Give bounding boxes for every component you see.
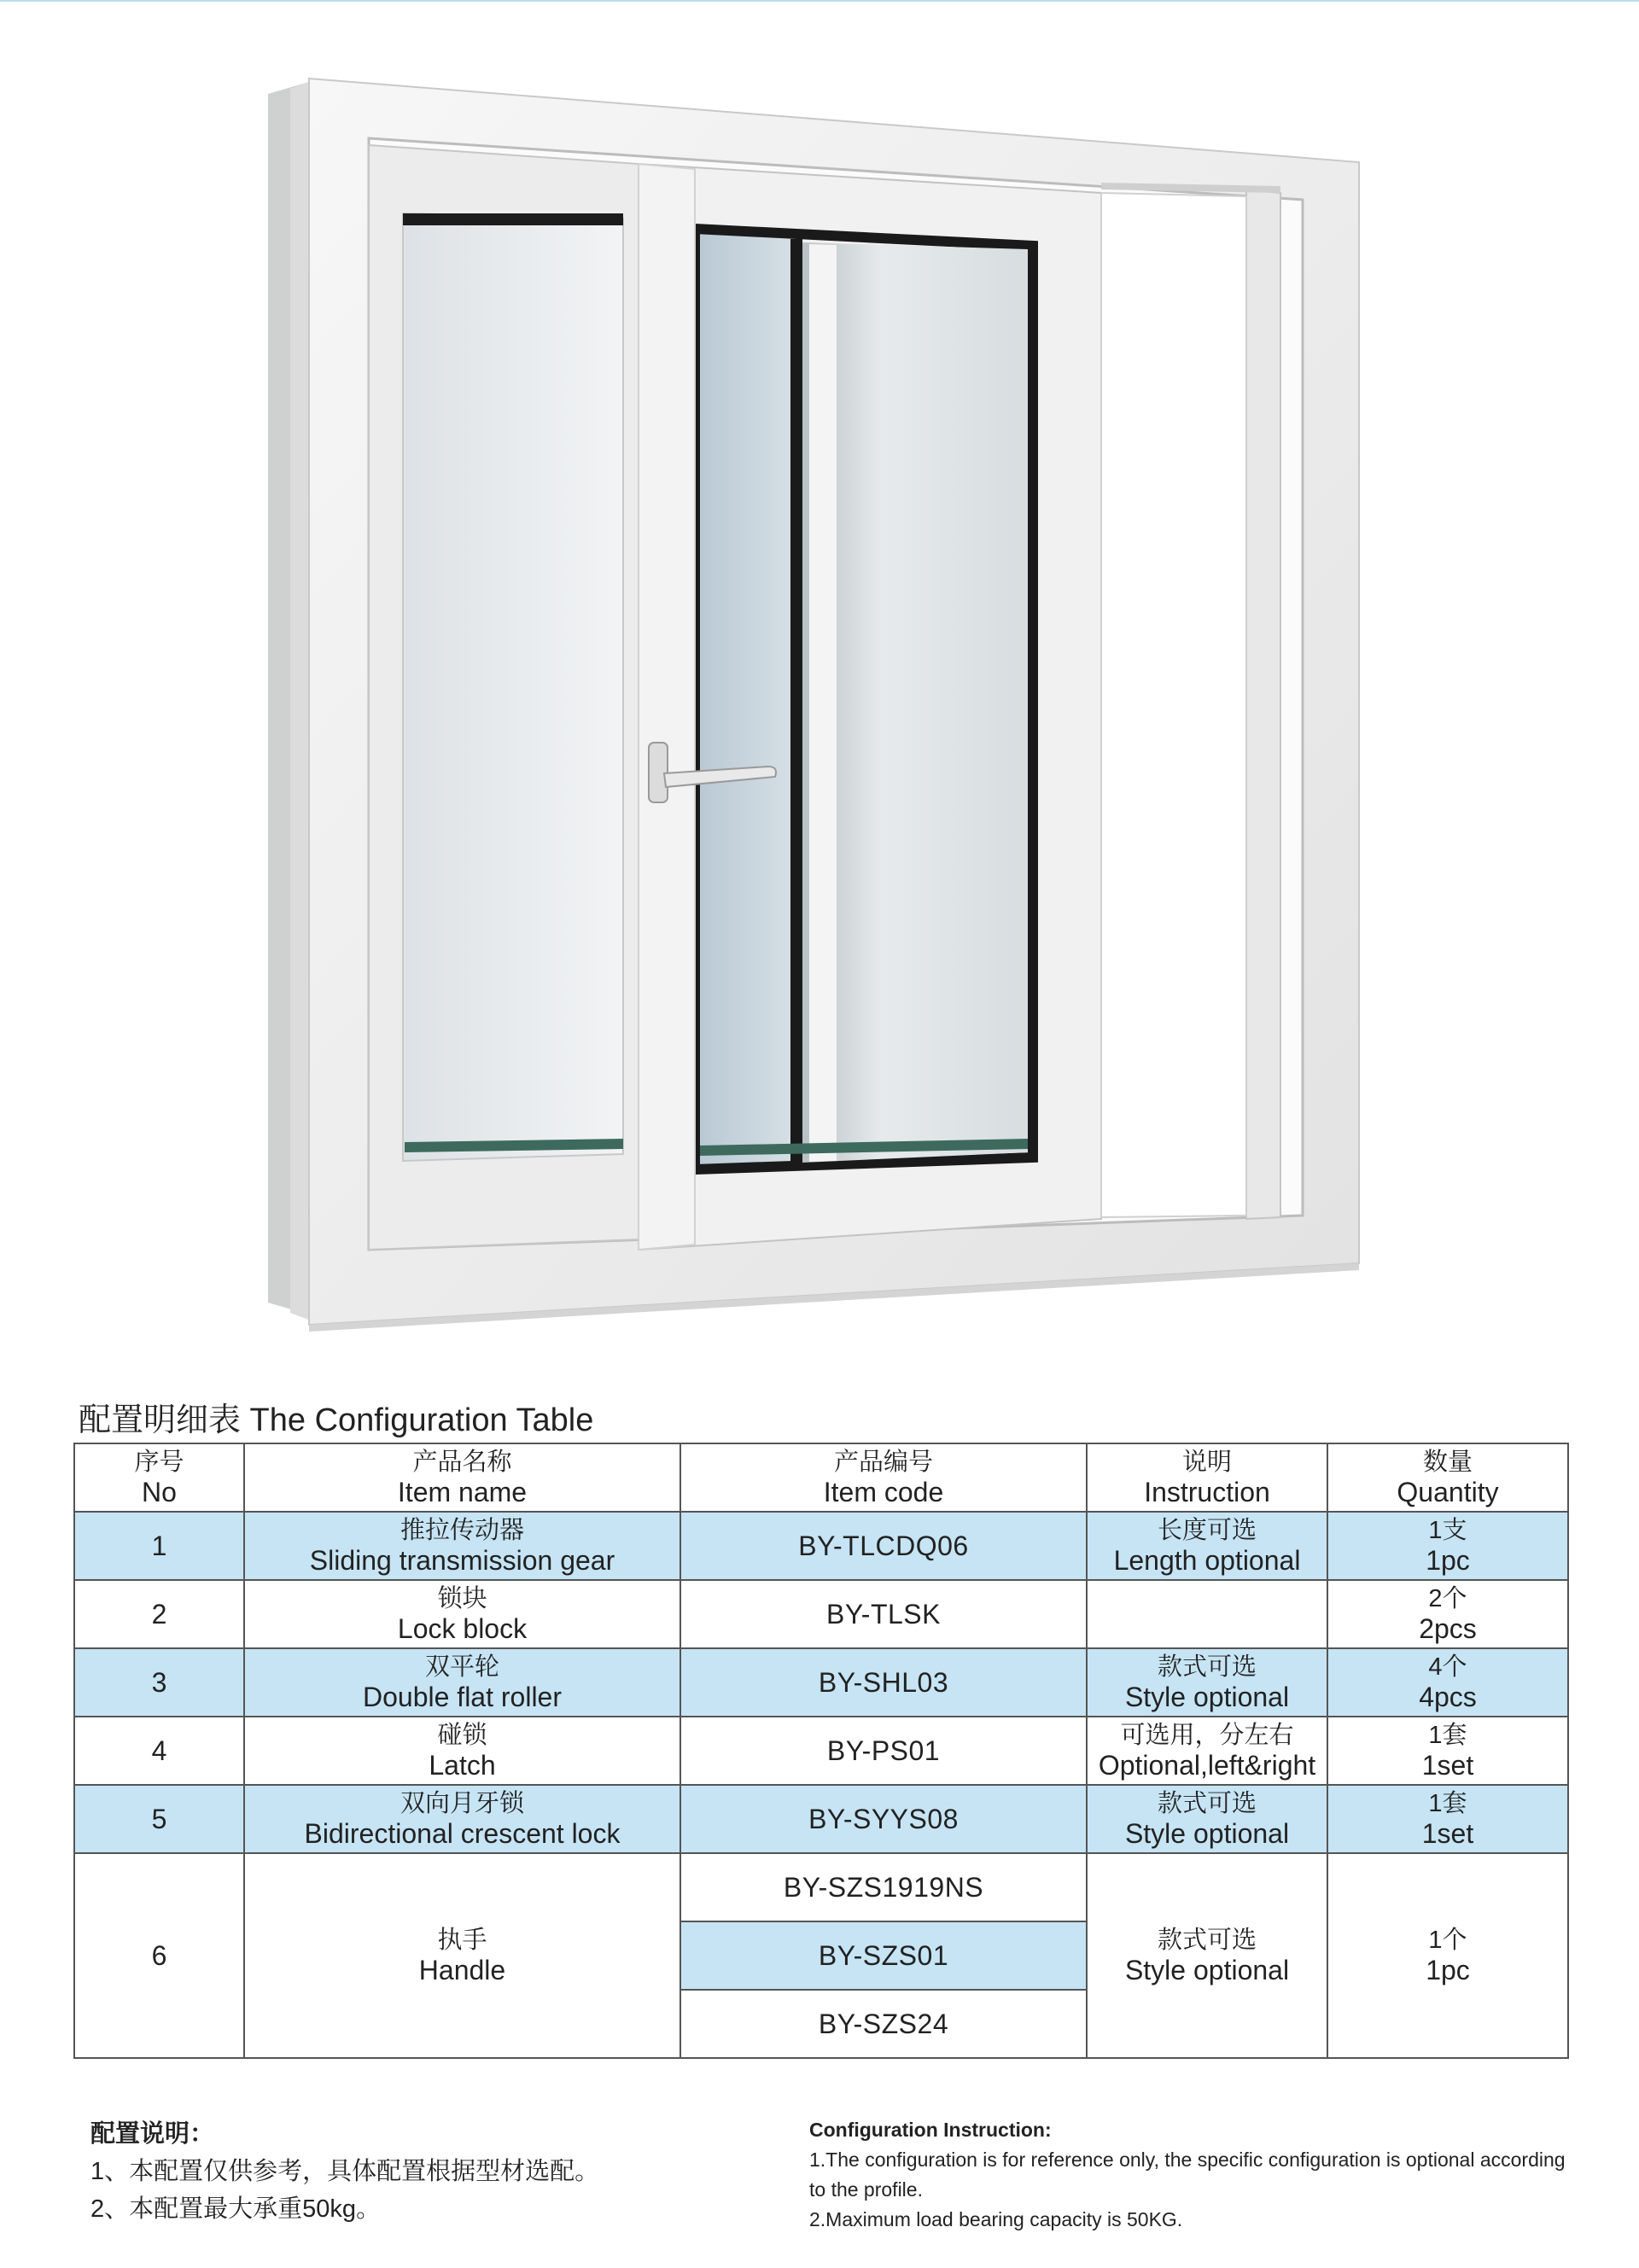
cell-item-code: BY-SZS24 (680, 1990, 1087, 2058)
cell-instruction (1087, 1580, 1327, 1648)
cell-quantity: 2个 2pcs (1327, 1580, 1568, 1648)
cell-item-name: 执手 Handle (244, 1853, 680, 2058)
cell-item-name: 推拉传动器 Sliding transmission gear (244, 1512, 680, 1580)
cell-no: 1 (74, 1512, 244, 1580)
table-title: 配置明细表 The Configuration Table (79, 1402, 594, 1438)
top-rule (0, 0, 1639, 2)
cell-instruction: 长度可选 Length optional (1087, 1512, 1327, 1580)
cell-item-code: BY-SZS1919NS (680, 1853, 1087, 1921)
sliding-sash-glass (695, 229, 796, 1169)
cell-instruction: 可选用，分左右 Optional,left&right (1087, 1717, 1327, 1785)
cell-quantity: 1支 1pc (1327, 1512, 1568, 1580)
notes-english (809, 2115, 1578, 2235)
sliding-window-illustration (256, 68, 1383, 1332)
header-item-code: 产品编号 Item code (680, 1443, 1087, 1512)
notes-en-heading: Configuration Instruction: (809, 2119, 1052, 2141)
cell-item-code: BY-SYYS08 (680, 1785, 1087, 1853)
header-item-name: 产品名称 Item name (244, 1443, 680, 1512)
notes-en-item: 2.Maximum load bearing capacity is 50KG. (809, 2208, 1183, 2230)
cell-item-code: BY-SHL03 (680, 1648, 1087, 1717)
cell-item-code: BY-SZS01 (680, 1921, 1087, 1990)
cell-quantity: 1套 1set (1327, 1717, 1568, 1785)
fixed-sash-glass (403, 213, 623, 1161)
configuration-table (73, 1443, 1569, 2059)
table-header-row (74, 1443, 1568, 1512)
table-row (74, 1648, 1568, 1717)
cell-no: 6 (74, 1853, 244, 2058)
cell-item-code: BY-TLCDQ06 (680, 1512, 1087, 1580)
notes-cn-heading: 配置说明： (90, 2120, 215, 2148)
cell-item-name: 碰锁 Latch (244, 1717, 680, 1785)
cell-item-name: 双平轮 Double flat roller (244, 1648, 680, 1717)
cell-quantity: 4个 4pcs (1327, 1648, 1568, 1717)
table-row (74, 1717, 1568, 1785)
table-row (74, 1785, 1568, 1853)
cell-item-code: BY-PS01 (680, 1717, 1087, 1785)
table-row (74, 1853, 1568, 1921)
notes-cn-item: 1、本配置仅供参考，具体配置根据型材选配。 (90, 2158, 600, 2185)
cell-no: 3 (74, 1648, 244, 1717)
header-quantity: 数量 Quantity (1327, 1443, 1568, 1512)
notes-en-item: 1.The configuration is for reference only, the specific configuration is optional according to the profile. (809, 2148, 1566, 2201)
notes-chinese (90, 2115, 599, 2228)
cell-no: 4 (74, 1717, 244, 1785)
cell-item-name: 锁块 Lock block (244, 1580, 680, 1648)
cell-no: 2 (74, 1580, 244, 1648)
cell-instruction: 款式可选 Style optional (1087, 1853, 1327, 2058)
table-row (74, 1580, 1568, 1648)
cell-quantity: 1套 1set (1327, 1785, 1568, 1853)
cell-item-name: 双向月牙锁 Bidirectional crescent lock (244, 1785, 680, 1853)
cell-no: 5 (74, 1785, 244, 1853)
cell-quantity: 1个 1pc (1327, 1853, 1568, 2058)
cell-instruction: 款式可选 Style optional (1087, 1648, 1327, 1717)
header-instruction: 说明 Instruction (1087, 1443, 1327, 1512)
header-no: 序号 No (74, 1443, 244, 1512)
notes-cn-item: 2、本配置最大承重50kg。 (90, 2195, 382, 2223)
cell-item-code: BY-TLSK (680, 1580, 1087, 1648)
cell-instruction: 款式可选 Style optional (1087, 1785, 1327, 1853)
table-row (74, 1512, 1568, 1580)
